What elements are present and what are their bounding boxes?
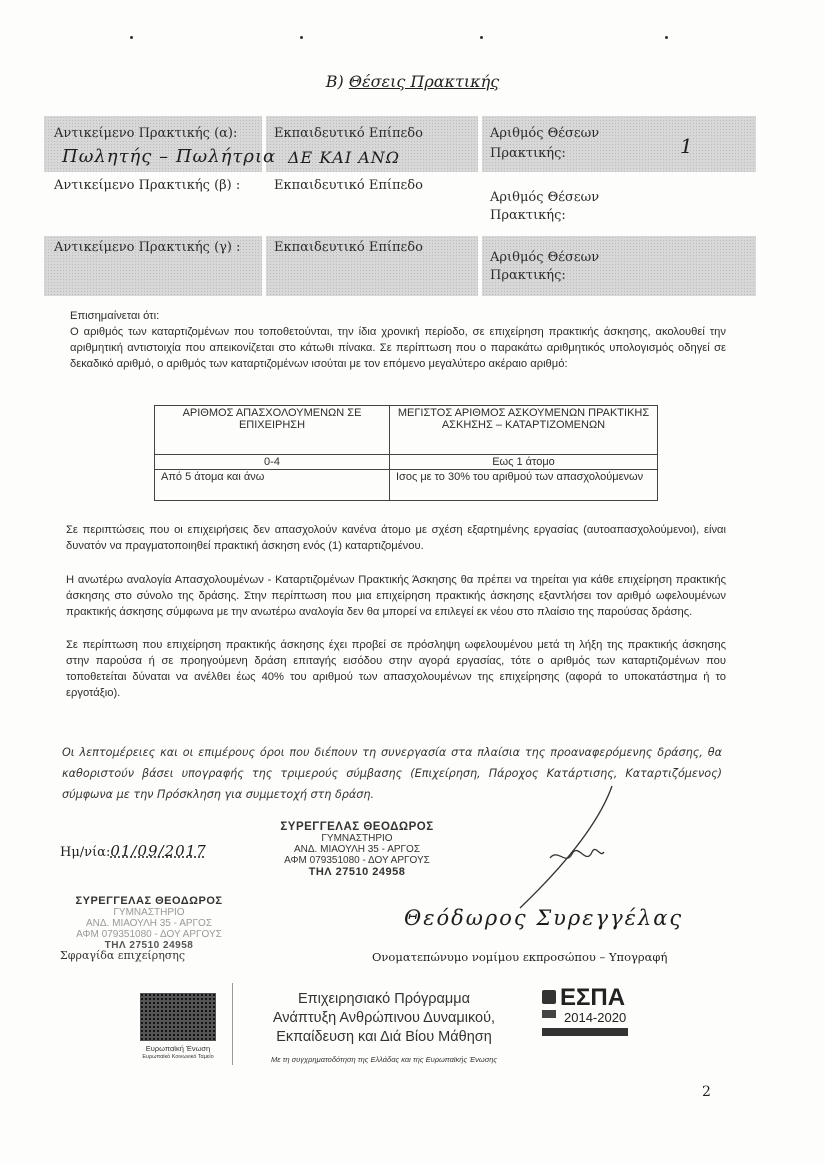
table-cell: Από 5 άτομα και άνω [155,470,390,501]
handwritten-count-a: 1 [680,134,694,158]
stamp-faded-phone: ΤΗΛ 27510 24958 [104,940,194,951]
stamp-faded-name: ΣΥΡΕΓΓΕΛΑΣ ΘΕΟΔΩΡΟΣ [75,895,223,907]
table-cell: 0-4 [155,455,390,470]
espa-text: ΕΣΠΑ [560,984,626,1011]
paragraph-self-employed: Σε περιπτώσεις που οι επιχειρήσεις δεν απασχολούν κανένα άτομο με σχέση εξαρτημένης εργασίας (αυτοαπασχολούμενοι), είναι δυνατόν να πραγματοποιηθεί πρακτική άσκηση ενός (1) καταρτιζομένου. [66,524,726,552]
program-line: Ανάπτυξη Ανθρώπινου Δυναμικού, [272,1010,496,1026]
section-title: Β) Θέσεις Πρακτικής [325,72,500,91]
signature-label: Ονοματεπώνυμο νομίμου εκπροσώπου – Υπογραφή [372,950,668,964]
level-label-c: Εκπαιδευτικό Επίπεδο [274,240,423,255]
positions-label-c-2: Πρακτικής: [490,268,566,283]
eu-sub-label: Ευρωπαϊκό Κοινωνικό Ταμείο [142,1054,214,1060]
paragraph-hiring-exception: Σε περίπτωση που επιχείρηση πρακτικής άσκησης έχει προβεί σε πρόσληψη ωφελουμένου μετά τη λήξη της πρακτικής άσκησης στην παρούσα ή σε προηγούμενη δράση επιταγής εισόδου στην αγορά εργασίας, τότε ο αριθμός των καταρτιζομένων που τοποθετείται δύναται να ανέλθει έως 40% του αριθμού των απασχολουμένων της επιχείρησης (αφορά το υποκατάστημα ή το εργοτάξιο). [66,639,726,699]
table-row [155,455,658,470]
table-cell: Ισος με το 30% του αριθμού των απασχολούμενων [390,470,658,501]
footer-divider [232,983,233,1065]
stamp-name: ΣΥΡΕΓΓΕΛΑΣ ΘΕΟΔΩΡΟΣ [280,821,434,833]
stamp-faded-line: ΓΥΜΝΑΣΤΗΡΙΟ [113,907,185,918]
handwritten-level-a: ΔΕ ΚΑΙ ΑΝΩ [288,148,401,167]
ratio-table [154,405,658,501]
stamp-line: ΑΦΜ 079351080 - ΔΟΥ ΑΡΓΟΥΣ [284,855,430,866]
object-label-a: Αντικείμενο Πρακτικής (α): [54,126,238,141]
cofunding-note: Με τη συγχρηματοδότηση της Ελλάδας και της Ευρωπαϊκής Ένωσης [270,1055,498,1064]
table-cell: Εως 1 άτομο [390,455,658,470]
company-stamp [252,821,462,878]
handwritten-signature: Θεόδωρος Συρεγγέλας [404,906,684,930]
positions-label-b-1: Αριθμός Θέσεων [490,190,600,205]
paragraph-ratio-rule: Η ανωτέρω αναλογία Απασχολουμένων - Καταρτιζομένων Πρακτικής Άσκησης θα πρέπει να τηρείται για κάθε επιχείρηση πρακτικής άσκησης στο σύνολο της δράσης. Στην περίπτωση που μια επιχείρηση πρακτικής άσκησης εξαντλήσει τον αριθμό ωφελουμένων πρακτικής άσκησης σύμφωνα με την ανωτέρω αναλογία δεν θα μπορεί να επιλεγεί εκ νέου στο πλαίσιο της παρούσας δράσης. [66,574,726,618]
positions-label-a-2: Πρακτικής: [490,146,566,161]
espa-years: 2014-2020 [564,1010,627,1025]
positions-label-c-1: Αριθμός Θέσεων [490,250,600,265]
level-label-a: Εκπαιδευτικό Επίπεδο [274,126,423,141]
stamp-line: ΓΥΜΝΑΣΤΗΡΙΟ [321,833,393,844]
espa-mark-icon [542,990,556,1004]
espa-slogan-bar [542,1028,628,1036]
notice-heading: Επισημαίνεται ότι: [70,310,160,322]
scan-dot [665,36,668,39]
stamp-faded-line: ΑΦΜ 079351080 - ΔΟΥ ΑΡΓΟΥΣ [76,929,222,940]
company-stamp-label: Σφραγίδα επιχείρησης [60,949,186,962]
notice-paragraph: Ο αριθμός των καταρτιζομένων που τοποθετούνται, την ίδια χρονική περίοδο, σε επιχείρηση πρακτικής άσκησης, ακολουθεί την αριθμητική αντιστοιχία που απεικονίζεται στο κάτωθι πίνακα. Σε περίπτωση που ο παρακάτω αριθμητικός υπολογισμός οδηγεί σε δεκαδικό αριθμό, ο αριθμός των καταρτιζομένων ισούται με τον επόμενο μεγαλύτερο ακέραιο αριθμό: [70,326,726,370]
row-c-count-cell [482,236,756,296]
table-row [155,470,658,501]
stamp-phone: ΤΗΛ 27510 24958 [308,866,406,878]
scan-dot [300,36,303,39]
eu-flag-logo [140,993,216,1041]
date-field [60,842,207,860]
stamp-faded-line: ΑΝΔ. ΜΙΑΟΥΛΗ 35 - ΑΡΓΟΣ [85,918,213,929]
stamp-line: ΑΝΔ. ΜΙΑΟΥΛΗ 35 - ΑΡΓΟΣ [293,844,421,855]
handwritten-object-a: Πωλητής – Πωλήτρια [62,146,277,167]
positions-label-b-2: Πρακτικής: [490,208,566,223]
object-label-b: Αντικείμενο Πρακτικής (β) : [54,178,241,193]
page-number: 2 [702,1084,711,1100]
level-label-b: Εκπαιδευτικό Επίπεδο [274,178,423,193]
program-title [236,990,532,1047]
eu-label: Ευρωπαϊκή Ένωση [145,1044,211,1053]
scan-dot [130,36,133,39]
positions-label-a-1: Αριθμός Θέσεων [490,126,600,141]
positions-form [44,116,756,296]
program-line: Εκπαίδευση και Διά Βίου Μάθηση [276,1029,492,1045]
object-label-c: Αντικείμενο Πρακτικής (γ) : [54,240,241,255]
table-header-cell: ΜΕΓΙΣΤΟΣ ΑΡΙΘΜΟΣ ΑΣΚΟΥΜΕΝΩΝ ΠΡΑΚΤΙΚΗΣ ΑΣΚΗΣΗΣ – ΚΑΤΑΡΤΙΖΟΜΕΝΩΝ [390,406,658,455]
row-a-count-cell [482,116,756,172]
date-label: Ημ/νία: [60,845,111,860]
signature-strokes [500,780,680,920]
espa-flag-icon [542,1010,556,1018]
scan-dot [480,36,483,39]
table-header-cell: ΑΡΙΘΜΟΣ ΑΠΑΣΧΟΛΟΥΜΕΝΩΝ ΣΕ ΕΠΙΧΕΙΡΗΣΗ [155,406,390,455]
table-header-row [155,406,658,455]
terms-paragraph: Οι λεπτομέρειες και οι επιμέρους όροι που διέπουν τη συνεργασία στα πλαίσια της προαναφερόμενης δράσης, θα καθοριστούν βάσει υπογραφής της τριμερούς σύμβασης (Επιχείρηση, Πάροχος Κατάρτισης, Καταρτιζόμενος) σύμφωνα με την Πρόσκληση για συμμετοχή στη δράση. [62,746,722,801]
company-stamp-faded [56,895,242,951]
espa-logo [542,984,632,1044]
date-value: 01/09/2017 [110,842,207,860]
program-line: Επιχειρησιακό Πρόγραμμα [298,991,470,1007]
